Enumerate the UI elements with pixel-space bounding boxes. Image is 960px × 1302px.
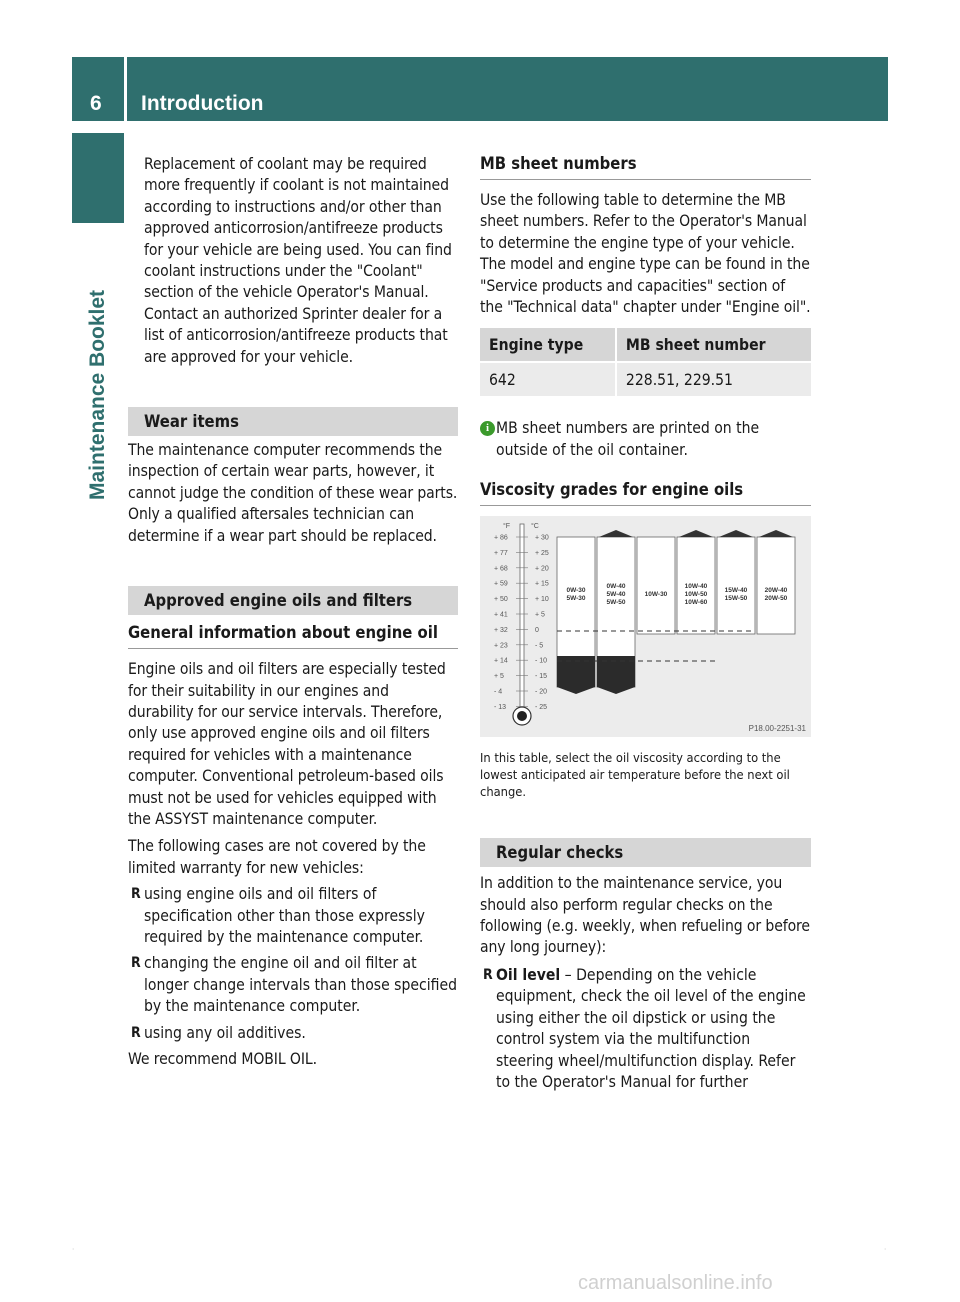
info-text: MB sheet numbers are printed on the outside of the oil container. bbox=[496, 419, 760, 459]
scale-label-f: + 14 bbox=[494, 657, 508, 665]
info-note bbox=[480, 418, 811, 461]
scale-label-c: + 20 bbox=[535, 565, 549, 573]
wear-items-paragraph: The maintenance computer recommends the inspection of certain wear parts, however, it cannot judge the condition of these wear parts. Only a qualified aftersales technician can determine if a wear part should be replaced. bbox=[128, 441, 458, 545]
scale-label-f: + 68 bbox=[494, 565, 508, 573]
right-column bbox=[480, 154, 811, 1098]
scale-label-c: + 5 bbox=[535, 611, 545, 619]
grade-column bbox=[637, 537, 675, 634]
list-item: R using any oil additives. bbox=[128, 1023, 458, 1044]
grade-label: 5W-30 bbox=[566, 595, 586, 603]
sheet-numbers-paragraph: Use the following table to determine the MB sheet numbers. Refer to the Operator's Manual to determine the engine type of your vehicle. The model and engine type can be found in the "Service products and capacities" section of the "Technical data" chapter under "Engine oil". bbox=[480, 191, 811, 317]
info-icon: i bbox=[480, 421, 495, 436]
unit-label-c: °C bbox=[531, 523, 539, 531]
scale-label-c: - 10 bbox=[535, 657, 548, 665]
grade-label: 15W-50 bbox=[724, 595, 748, 603]
oil-level-label: Oil level bbox=[496, 965, 561, 984]
footer-dot-left: · bbox=[72, 1245, 75, 1254]
scale-label-f: + 86 bbox=[494, 534, 508, 542]
grade-column bbox=[717, 537, 755, 634]
grade-label: 0W-40 bbox=[606, 583, 626, 591]
scale-label-c: + 15 bbox=[535, 580, 549, 588]
unit-label-f: °F bbox=[503, 523, 511, 531]
scale-label-f: - 13 bbox=[494, 704, 507, 712]
approved-oils-heading: Approved engine oils and filters bbox=[128, 586, 458, 615]
section-title: Introduction bbox=[141, 92, 264, 115]
sheet-numbers-heading: MB sheet numbers bbox=[480, 154, 811, 180]
grade-label: 10W-30 bbox=[644, 591, 668, 599]
table-header: Engine type bbox=[480, 328, 616, 362]
viscosity-heading: Viscosity grades for engine oils bbox=[480, 480, 811, 506]
scale-label-c: - 20 bbox=[535, 688, 548, 696]
grade-label: 15W-40 bbox=[724, 587, 748, 595]
thermometer-bulb-fill bbox=[517, 711, 527, 721]
scale-label-c: + 25 bbox=[535, 550, 549, 558]
side-label: Maintenance Booklet bbox=[86, 289, 109, 500]
viscosity-chart bbox=[480, 516, 811, 737]
table-row bbox=[480, 362, 811, 396]
grade-label: 20W-40 bbox=[764, 587, 788, 595]
scale-label-c: - 25 bbox=[535, 704, 548, 712]
watermark: carmanualsonline.info bbox=[578, 1272, 773, 1294]
grade-label: 0W-30 bbox=[566, 587, 586, 595]
oil-level-text: – Depending on the vehicle equipment, check the oil level of the engine using either the oil dipstick or using the control system via the multifunction steering wheel/multifunction display. Refer to the Operator's Manual for further bbox=[496, 965, 806, 1091]
sheet-table bbox=[480, 328, 811, 396]
grade-label: 20W-50 bbox=[764, 595, 788, 603]
footer-dot-right: · bbox=[884, 1245, 887, 1254]
grade-label: 5W-50 bbox=[606, 599, 626, 607]
table-header-row bbox=[480, 328, 811, 362]
table-cell: 228.51, 229.51 bbox=[616, 362, 811, 396]
bullet-mark: R bbox=[131, 955, 141, 972]
scale-label-f: - 4 bbox=[494, 688, 503, 696]
scale-label-f: + 32 bbox=[494, 627, 508, 635]
list-item: R using engine oils and oil filters of specification other than those expressly required by the maintenance computer. bbox=[131, 885, 425, 946]
scale-label-f: + 59 bbox=[494, 580, 508, 588]
table-header: MB sheet number bbox=[616, 328, 811, 362]
scale-label-f: + 23 bbox=[494, 642, 508, 650]
figure-caption: In this table, select the oil viscosity according to the lowest anticipated air temperature before the next oil change. bbox=[480, 751, 790, 801]
grade-label: 10W-50 bbox=[684, 591, 708, 599]
coolant-paragraph: Replacement of coolant may be required more frequently if coolant is not maintained according to instructions and/or other than approved anticorrosion/antifreeze products for your vehicle are being used. You can find coolant instructions under the "Coolant" section of the vehicle Operator's Manual. Contact an authorized Sprinter dealer for a list of anticorrosion/antifreeze products that are approved for your vehicle. bbox=[144, 155, 452, 366]
table-cell: 642 bbox=[480, 362, 616, 396]
scale-label-f: + 50 bbox=[494, 596, 508, 604]
scale-label-c: - 5 bbox=[535, 642, 544, 650]
grade-label: 10W-60 bbox=[684, 599, 708, 607]
general-info-heading: General information about engine oil bbox=[128, 623, 458, 649]
list-item bbox=[480, 965, 811, 1093]
header-divider bbox=[124, 57, 127, 121]
scale-label-f: + 41 bbox=[494, 611, 508, 619]
wear-items-heading: Wear items bbox=[128, 407, 458, 436]
side-tab bbox=[72, 133, 124, 223]
scale-label-c: + 10 bbox=[535, 596, 549, 604]
viscosity-figure bbox=[480, 516, 811, 737]
bullet-mark: R bbox=[131, 1024, 141, 1041]
grade-column bbox=[757, 537, 795, 634]
bullet-mark: R bbox=[131, 886, 141, 903]
warranty-list bbox=[128, 884, 458, 1044]
left-column bbox=[128, 154, 458, 1070]
regular-checks-paragraph: In addition to the maintenance service, you should also perform regular checks on the following (e.g. weekly, when refueling or before any long journey): bbox=[480, 874, 810, 957]
scale-label-c: 0 bbox=[535, 627, 539, 635]
figure-code: P18.00-2251-31 bbox=[748, 724, 806, 734]
warranty-paragraph: The following cases are not covered by the limited warranty for new vehicles: bbox=[128, 837, 426, 877]
scale-label-f: + 77 bbox=[494, 550, 508, 558]
checks-list bbox=[480, 965, 811, 1093]
scale-label-f: + 5 bbox=[494, 673, 504, 681]
scale-label-c: + 30 bbox=[535, 534, 549, 542]
general-info-paragraph: Engine oils and oil filters are especially tested for their suitability in our engines and durability for our service intervals. Therefore, only use approved engine oils and oil filters required for vehicles with a maintenance computer. Conventional petroleum-based oils must not be used for vehicles equipped with the ASSYST maintenance computer. bbox=[128, 660, 446, 828]
grade-label: 10W-40 bbox=[684, 583, 708, 591]
regular-checks-heading: Regular checks bbox=[480, 838, 811, 867]
bullet-mark: R bbox=[483, 966, 493, 983]
recommend-paragraph: We recommend MOBIL OIL. bbox=[128, 1050, 317, 1068]
scale-label-c: - 15 bbox=[535, 673, 548, 681]
grade-label: 5W-40 bbox=[606, 591, 626, 599]
list-item: R changing the engine oil and oil filter at longer change intervals than those specified by the maintenance computer. bbox=[131, 954, 458, 1016]
page-number: 6 bbox=[90, 92, 102, 115]
